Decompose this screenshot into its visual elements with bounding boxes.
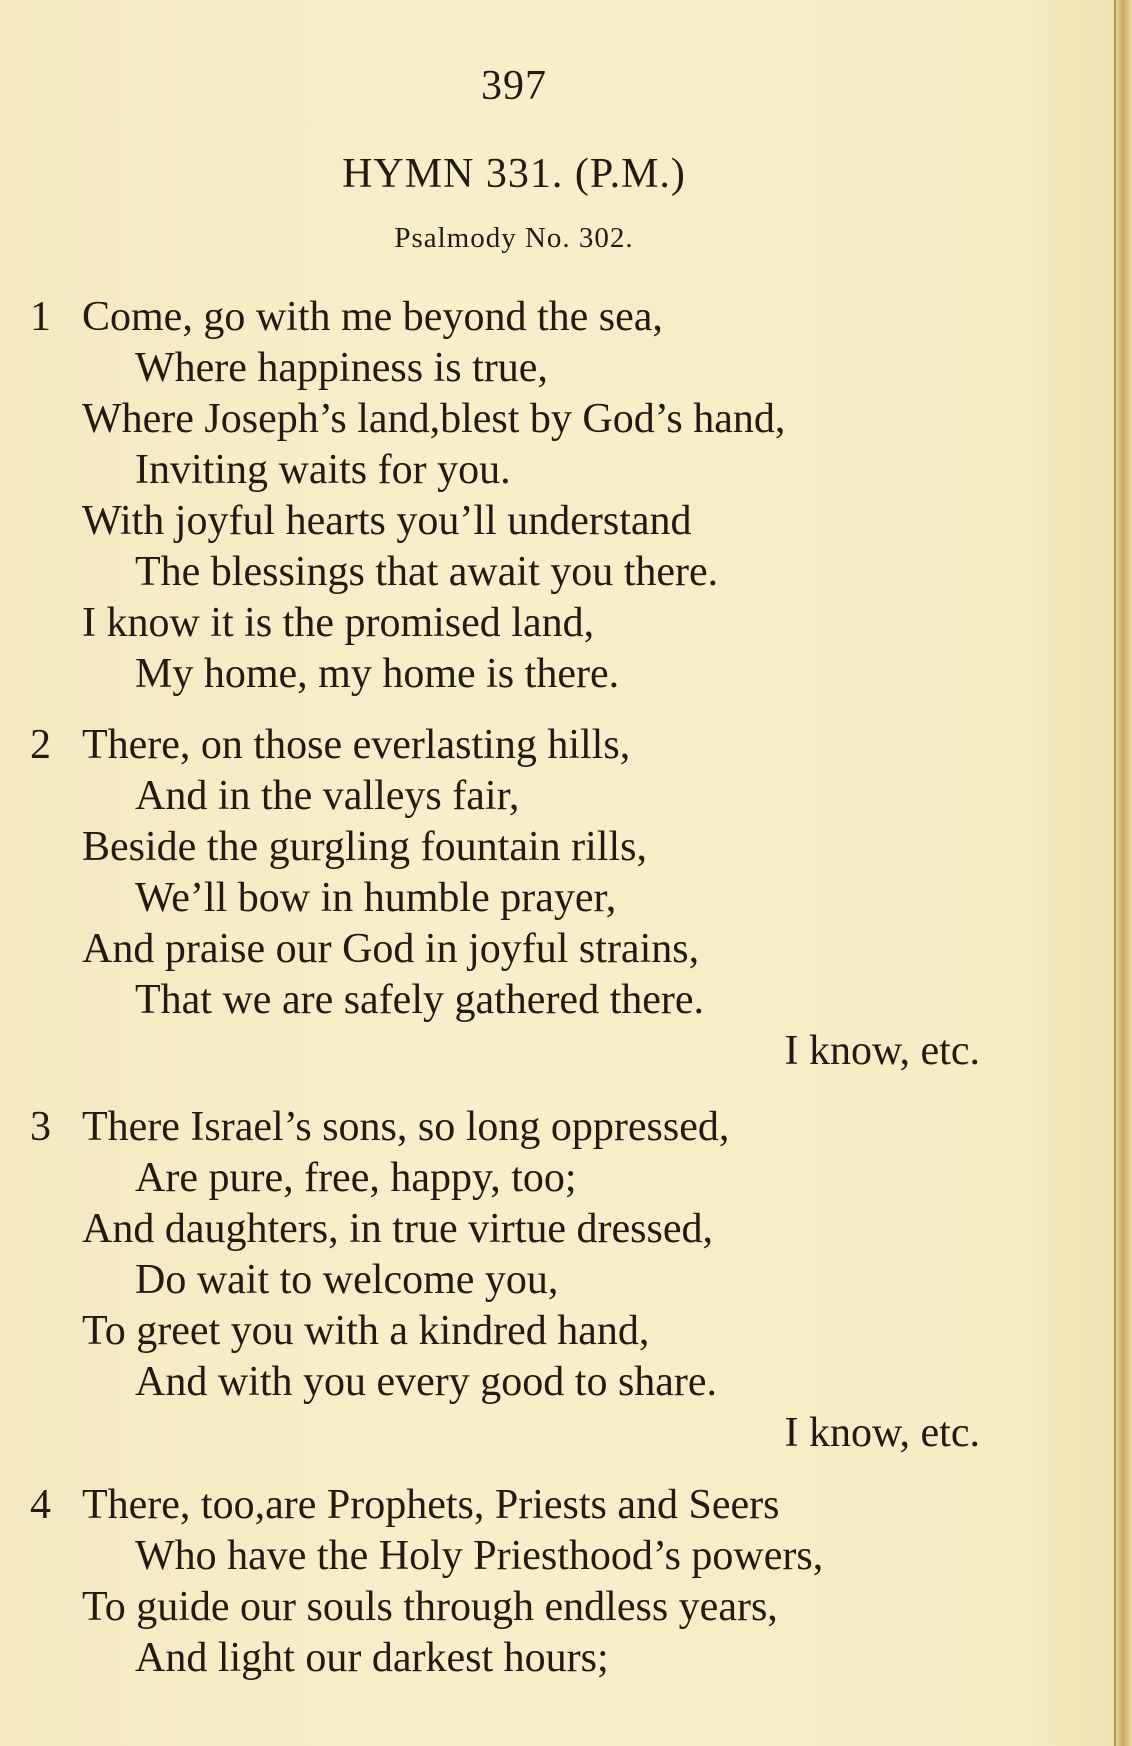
verse-line: Do wait to welcome you, [135, 1257, 559, 1303]
verse-line: Inviting waits for you. [135, 447, 511, 493]
verse-number: 4 [30, 1482, 51, 1528]
verse-line: There, too,are Prophets, Priests and Seers [82, 1482, 780, 1528]
verse-line: To guide our souls through endless years, [82, 1584, 778, 1630]
verse-line: There Israel’s sons, so long oppressed, [82, 1104, 730, 1150]
verse-line: Where Joseph’s land,blest by God’s hand, [82, 396, 786, 442]
hymn-reference: Psalmody No. 302. [394, 222, 634, 254]
verse-line: My home, my home is there. [135, 651, 620, 697]
verse-line: And daughters, in true virtue dressed, [82, 1206, 714, 1252]
page-number: 397 [481, 63, 547, 109]
hymn-title: HYMN 331. (P.M.) [342, 151, 686, 197]
refrain: I know, etc. [784, 1028, 980, 1074]
verse-number: 2 [30, 722, 51, 768]
verse-line: With joyful hearts you’ll understand [82, 498, 692, 544]
refrain: I know, etc. [784, 1410, 980, 1456]
verse-line: That we are safely gathered there. [135, 977, 705, 1023]
verse-line: Are pure, free, happy, too; [135, 1155, 577, 1201]
verse-line: The blessings that await you there. [135, 549, 719, 595]
verse-line: We’ll bow in humble prayer, [135, 875, 617, 921]
verse-number: 3 [30, 1104, 51, 1150]
verse-line: I know it is the promised land, [82, 600, 595, 646]
verse-line: And in the valleys fair, [135, 773, 520, 819]
verse-line: There, on those everlasting hills, [82, 722, 631, 768]
verse-line: To greet you with a kindred hand, [82, 1308, 650, 1354]
verse-line: And with you every good to share. [135, 1359, 718, 1405]
verse-line: Come, go with me beyond the sea, [82, 294, 663, 340]
verse-line: Where happiness is true, [135, 345, 548, 391]
verse-line: Who have the Holy Priesthood’s powers, [135, 1533, 824, 1579]
page-edge [1114, 0, 1132, 1746]
verse-number: 1 [30, 294, 51, 340]
verse-line: And light our darkest hours; [135, 1635, 609, 1681]
verse-line: Beside the gurgling fountain rills, [82, 824, 647, 870]
verse-line: And praise our God in joyful strains, [82, 926, 700, 972]
